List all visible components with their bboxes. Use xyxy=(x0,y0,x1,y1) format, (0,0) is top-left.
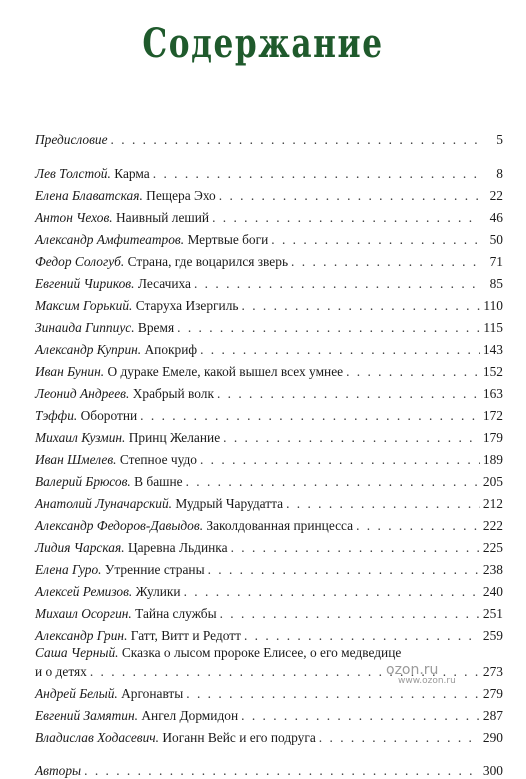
toc-work: Апокриф xyxy=(144,342,198,357)
toc-leader xyxy=(223,430,480,446)
toc-leader xyxy=(231,540,480,556)
toc-work: Карма xyxy=(114,166,150,181)
toc-entry xyxy=(35,512,503,534)
toc-work: Заколдованная принцесса xyxy=(206,518,354,533)
toc-work: Страна, где воцарился зверь xyxy=(127,254,289,269)
toc-author: Лидия Чарская. xyxy=(35,540,125,555)
toc-page-number: 251 xyxy=(482,606,503,621)
toc-entry xyxy=(35,534,503,556)
toc-leader xyxy=(184,584,480,600)
toc-leader xyxy=(217,386,480,402)
toc-entry xyxy=(35,204,503,226)
toc-work: Старуха Изергиль xyxy=(135,298,239,313)
toc-page-number: 163 xyxy=(482,386,503,401)
toc-page-number: 290 xyxy=(482,730,503,745)
toc-leader xyxy=(186,474,480,490)
toc-entry xyxy=(35,702,503,724)
toc-work: Утренние страны xyxy=(104,562,205,577)
toc-leader xyxy=(219,188,480,204)
toc-author: Тэффи. xyxy=(35,408,78,423)
toc-leader xyxy=(319,730,480,746)
toc-page-number: 50 xyxy=(489,232,503,247)
toc-work: Тайна службы xyxy=(135,606,217,621)
toc-page-number: 222 xyxy=(482,518,503,533)
toc-page-number: 259 xyxy=(482,628,503,643)
toc-page-number: 85 xyxy=(489,276,503,291)
toc-author: Иван Бунин. xyxy=(35,364,105,379)
toc-author: Анатолий Луначарский. xyxy=(35,496,173,511)
toc-author: Евгений Замятин. xyxy=(35,708,138,723)
watermark-url: www.ozon.ru xyxy=(398,676,456,686)
toc-entry xyxy=(35,556,503,578)
toc-work: Гатт, Витт и Редотт xyxy=(130,628,241,643)
toc-page-number: 172 xyxy=(482,408,503,423)
toc-leader xyxy=(200,342,480,358)
toc-entry xyxy=(35,226,503,248)
toc-leader xyxy=(286,496,480,512)
toc-author: Максим Горький. xyxy=(35,298,133,313)
toc-leader xyxy=(208,562,480,578)
toc-entry xyxy=(35,622,503,644)
toc-entry xyxy=(35,248,503,270)
toc-work: Оборотни xyxy=(80,408,138,423)
toc-author: Авторы xyxy=(35,763,82,778)
toc-page-number: 5 xyxy=(496,132,503,147)
toc-author: Михаил Осоргин. xyxy=(35,606,132,621)
toc-entry xyxy=(35,757,503,779)
toc-entry xyxy=(35,182,503,204)
toc-author: Евгений Чириков. xyxy=(35,276,135,291)
toc-author: Саша Черный. xyxy=(35,645,119,660)
toc-author: Александр Грин. xyxy=(35,628,128,643)
toc-page-number: 238 xyxy=(482,562,503,577)
toc-page-number: 179 xyxy=(482,430,503,445)
toc-leader xyxy=(140,408,480,424)
toc-page-number: 115 xyxy=(483,320,503,335)
toc-leader xyxy=(244,628,480,644)
toc-work: Жулики xyxy=(135,584,181,599)
toc-leader xyxy=(200,452,480,468)
toc-work: Принц Желание xyxy=(128,430,221,445)
watermark-site: ozon.ru xyxy=(386,662,439,678)
toc-leader xyxy=(241,708,480,724)
toc-leader xyxy=(177,320,480,336)
toc-entry xyxy=(35,402,503,424)
toc-author: Иван Шмелев. xyxy=(35,452,117,467)
toc-leader xyxy=(194,276,480,292)
toc-leader xyxy=(356,518,480,534)
toc-entry xyxy=(35,380,503,402)
toc-leader xyxy=(220,606,480,622)
toc-work: Наивный леший xyxy=(116,210,210,225)
toc-author: Александр Амфитеатров. xyxy=(35,232,185,247)
toc-leader xyxy=(291,254,480,270)
page-title: Содержание xyxy=(142,20,384,67)
toc-work: Лесачиха xyxy=(137,276,191,291)
toc-page-number: 152 xyxy=(482,364,503,379)
toc-work: Царевна Льдинка xyxy=(127,540,228,555)
toc-author: Леонид Андреев. xyxy=(35,386,130,401)
toc-author: Федор Сологуб. xyxy=(35,254,125,269)
toc-work: В башне xyxy=(134,474,183,489)
toc-work: Иоганн Вейс и его подруга xyxy=(162,730,316,745)
toc-work: Ангел Дормидон xyxy=(141,708,239,723)
toc-page-number: 225 xyxy=(482,540,503,555)
toc-author: Предисловие xyxy=(35,132,108,147)
toc-work: Сказка о лысом пророке Елисее, о его медведице xyxy=(121,645,402,660)
toc-entry xyxy=(35,600,503,622)
toc-entry xyxy=(35,468,503,490)
toc-entry xyxy=(35,358,503,380)
toc-page-number: 22 xyxy=(489,188,503,203)
watermark xyxy=(380,662,456,686)
toc-author: Александр Федоров-Давыдов. xyxy=(35,518,204,533)
toc-work: Время xyxy=(137,320,175,335)
toc-author: Зинаида Гиппиус. xyxy=(35,320,135,335)
toc-author: Елена Блаватская. xyxy=(35,188,143,203)
toc-work: Мертвые боги xyxy=(187,232,269,247)
toc-page-number: 46 xyxy=(489,210,503,225)
toc-entry xyxy=(35,314,503,336)
toc-page-number: 279 xyxy=(482,686,503,701)
toc-entry xyxy=(35,160,503,182)
toc-entry xyxy=(35,724,503,746)
toc-leader xyxy=(346,364,480,380)
toc-page-number: 143 xyxy=(482,342,503,357)
toc-entry xyxy=(35,270,503,292)
toc-leader xyxy=(84,763,480,779)
toc-entry xyxy=(35,292,503,314)
toc-entry xyxy=(35,336,503,358)
toc-work: Пещера Эхо xyxy=(146,188,216,203)
toc-author: Михаил Кузмин. xyxy=(35,430,126,445)
toc-page-number: 287 xyxy=(482,708,503,723)
toc-author: Владислав Ходасевич. xyxy=(35,730,160,745)
toc-page-number: 273 xyxy=(482,664,503,679)
toc-leader xyxy=(271,232,480,248)
toc-entry xyxy=(35,490,503,512)
toc-author: Елена Гуро. xyxy=(35,562,102,577)
toc-work: Мудрый Чарудатта xyxy=(175,496,284,511)
toc-author: Андрей Белый. xyxy=(35,686,118,701)
toc-work: Степное чудо xyxy=(119,452,197,467)
toc-entry xyxy=(35,424,503,446)
toc-author: Антон Чехов. xyxy=(35,210,113,225)
toc-page-number: 110 xyxy=(483,298,503,313)
toc-author: Александр Куприн. xyxy=(35,342,142,357)
toc-page-number: 71 xyxy=(489,254,503,269)
toc-work-continued: и о детях xyxy=(35,664,87,679)
toc-author: Алексей Ремизов. xyxy=(35,584,133,599)
toc-author: Лев Толстой. xyxy=(35,166,111,181)
toc-leader xyxy=(111,132,480,148)
toc-page-number: 8 xyxy=(496,166,503,181)
toc-page-number: 300 xyxy=(482,763,503,778)
toc-entry xyxy=(35,578,503,600)
toc-leader xyxy=(212,210,480,226)
toc-leader xyxy=(242,298,480,314)
toc-page-number: 189 xyxy=(482,452,503,467)
toc-leader xyxy=(153,166,480,182)
toc-page-number: 212 xyxy=(482,496,503,511)
toc-entry xyxy=(35,446,503,468)
toc-author: Валерий Брюсов. xyxy=(35,474,131,489)
toc-entry xyxy=(35,126,503,148)
toc-work: Храбрый волк xyxy=(132,386,214,401)
toc-page-number: 205 xyxy=(482,474,503,489)
toc-work: Аргонавты xyxy=(121,686,184,701)
toc-entry xyxy=(35,644,503,661)
toc-page-number: 240 xyxy=(482,584,503,599)
toc-work: О дураке Емеле, какой вышел всех умнее xyxy=(107,364,344,379)
